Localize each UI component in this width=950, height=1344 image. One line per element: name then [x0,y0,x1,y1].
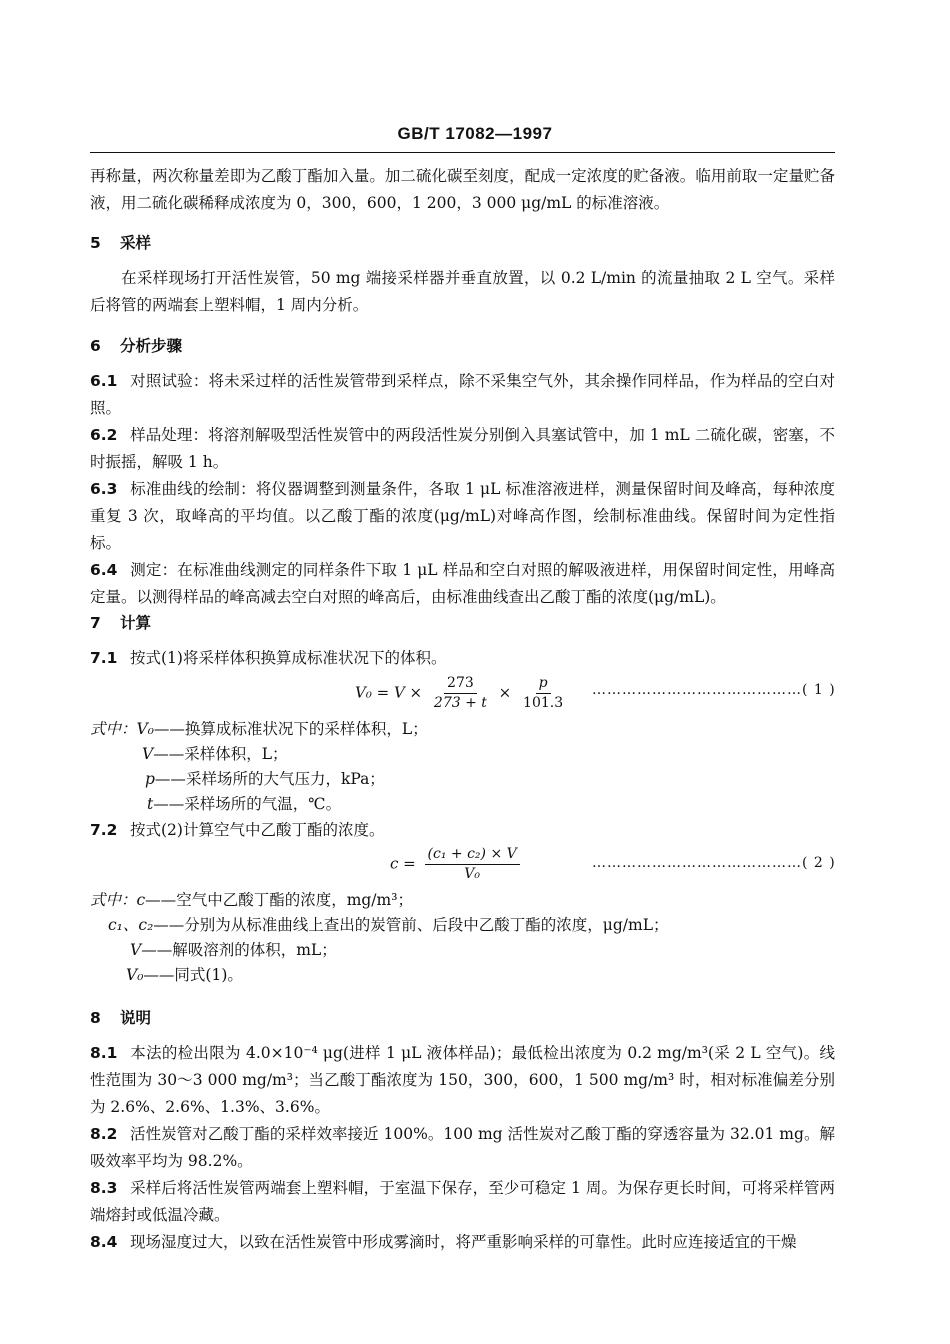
clause-text: 样品处理：将溶剂解吸型活性炭管中的两段活性炭分别倒入具塞试管中，加 1 mL 二硫化碳，密塞，不时振摇，解吸 1 h。 [90,426,835,471]
formula-1-definitions [90,717,428,817]
clause-text: 测定：在标准曲线测定的同样条件下取 1 μL 样品和空白对照的解吸液进样，用保留时间定性，用峰高定量。以测得样品的峰高减去空白对照的峰高后，由标准曲线查出乙酸丁酯的浓度(μg/mL)。 [90,561,835,606]
formula-1 [355,675,570,712]
formula-2-dots: …………………………………… [592,855,802,871]
formula-1-lhs: V₀ = V × [355,683,423,702]
definition-text: 采样体积，L； [184,745,288,763]
section-5-title: 采样 [120,234,152,252]
section-8-heading [90,1005,835,1032]
formula-1-fraction-a [431,675,490,712]
clause-number: 7.2 [90,821,118,839]
clause-number: 6.4 [90,561,118,579]
clause-text: 按式(2)计算空气中乙酸丁酯的浓度。 [130,821,385,839]
standard-header: GB/T 17082—1997 [397,124,553,143]
formula-2-numerator: (c₁ + c₂) × V [425,846,520,865]
clause-8-3 [90,1175,835,1229]
definition-text: 采样场所的大气压力，kPa； [185,770,385,788]
formula-2 [390,846,524,883]
clause-number: 6.2 [90,426,118,444]
definition-row [90,792,428,817]
section-5-number: 5 [90,234,101,252]
definition-symbol: t—— [147,795,185,813]
formula-1-denominator-a: 273 + t [433,695,487,711]
formula-1-numerator-b: p [536,675,551,694]
section-6-title: 分析步骤 [120,337,183,355]
clause-7-2 [90,817,835,844]
formula-1-times: × [498,683,512,702]
definition-symbol: V₀—— [126,966,175,984]
clause-text: 本法的检出限为 4.0×10⁻⁴ μg(进样 1 μL 液体样品)；最低检出浓度为 0.2 mg/m³(采 2 L 空气)。线性范围为 30～3 000 mg/m³；当乙酸丁酯浓度为 150，300，600，1 500 mg/m³ 时，相对标准偏差分别为 2.6%、2.6%、1.3%、3.6%。 [90,1044,835,1116]
section-5-heading [90,230,835,257]
definition-symbol: V—— [142,745,185,763]
formula-1-leader [592,682,836,698]
intro-paragraph: 再称量，两次称量差即为乙酸丁酯加入量。加二硫化碳至刻度，配成一定浓度的贮备液。临用前取一定量贮备液，用二硫化碳稀释成浓度为 0，300，600，1 200，3 000 μg/mL 的标准溶液。 [90,167,835,212]
clause-text: 对照试验：将未采过样的活性炭管带到采样点，除不采集空气外，其余操作同样品，作为样品的空白对照。 [90,372,835,417]
clause-6-1 [90,368,835,422]
section-8-number: 8 [90,1009,101,1027]
section-6-heading [90,333,835,360]
clause-8-4 [90,1229,835,1256]
definition-text: 分别为从标准曲线上查出的炭管前、后段中乙酸丁酯的浓度，μg/mL； [184,916,669,934]
section-8-title: 说明 [120,1009,152,1027]
definition-row [90,742,428,767]
intro-block [90,163,835,217]
definition-row [90,913,669,938]
section-8 [90,1005,835,1256]
clause-text: 按式(1)将采样体积换算成标准状况下的体积。 [130,649,447,667]
section-7-title: 计算 [120,614,152,632]
formula-2-label: ( 2 ) [802,855,836,871]
section-7-number: 7 [90,614,101,632]
clause-number: 6.1 [90,372,118,390]
section-6 [90,333,835,611]
section-6-number: 6 [90,337,101,355]
section-7 [90,610,835,672]
definition-symbol: V—— [130,941,173,959]
definition-symbol: 式中：V₀—— [90,720,185,738]
definition-row [90,888,669,913]
definition-text: 同式(1)。 [174,966,243,984]
formula-1-numerator-a: 273 [444,675,477,694]
section-7-heading [90,610,835,637]
definition-text: 采样场所的气温，℃。 [184,795,342,813]
formula-1-dots: …………………………………… [592,682,802,698]
formula-1-fraction-b [520,675,566,712]
clause-text: 采样后将活性炭管两端套上塑料帽，于室温下保存，至少可稳定 1 周。为保存更长时间，可将采样管两端熔封或低温冷藏。 [90,1179,835,1224]
definition-text: 解吸溶剂的体积，mL； [172,941,337,959]
clause-number: 8.2 [90,1125,118,1143]
definition-symbol: 式中：c—— [90,891,177,909]
clause-8-2 [90,1121,835,1175]
definition-row [90,767,428,792]
clause-number: 8.4 [90,1233,118,1251]
definition-row [90,938,669,963]
definition-row [90,963,669,988]
section-5-paragraph: 在采样现场打开活性炭管，50 mg 端接采样器并垂直放置，以 0.2 L/min 的流量抽取 2 L 空气。采样后将管的两端套上塑料帽，1 周内分析。 [90,269,835,314]
formula-1-denominator-b: 101.3 [523,695,564,711]
formula-2-fraction [425,846,520,883]
clause-text: 现场湿度过大，以致在活性炭管中形成雾滴时，将严重影响采样的可靠性。此时应连接适宜的干燥 [130,1233,797,1251]
clause-8-1 [90,1040,835,1121]
clause-number: 6.3 [90,480,118,498]
formula-2-denominator: V₀ [464,866,480,882]
formula-2-definitions [90,888,669,988]
clause-6-3 [90,476,835,557]
clause-number: 8.3 [90,1179,118,1197]
clause-number: 8.1 [90,1044,118,1062]
clause-text: 活性炭管对乙酸丁酯的采样效率接近 100%。100 mg 活性炭对乙酸丁酯的穿透容量为 32.01 mg。解吸效率平均为 98.2%。 [90,1125,835,1170]
definition-symbol: c₁、c₂—— [108,916,185,934]
clause-text: 标准曲线的绘制：将仪器调整到测量条件，各取 1 μL 标准溶液进样，测量保留时间及峰高，每种浓度重复 3 次，取峰高的平均值。以乙酸丁酯的浓度(μg/mL)对峰高作图，绘制标准曲线。保留时间为定性指标。 [90,480,835,552]
clause-6-4 [90,557,835,611]
formula-2-lhs: c = [390,854,416,873]
header-rule [90,152,835,153]
section-5 [90,230,835,319]
definition-text: 换算成标准状况下的采样体积，L； [184,720,428,738]
clause-7-1 [90,645,835,672]
definition-symbol: p—— [145,770,186,788]
definition-row [90,717,428,742]
formula-1-label: ( 1 ) [802,682,836,698]
formula-2-leader [592,855,836,871]
definition-text: 空气中乙酸丁酯的浓度，mg/m³； [176,891,413,909]
clause-number: 7.1 [90,649,118,667]
clause-7-2-block [90,817,835,844]
clause-6-2 [90,422,835,476]
